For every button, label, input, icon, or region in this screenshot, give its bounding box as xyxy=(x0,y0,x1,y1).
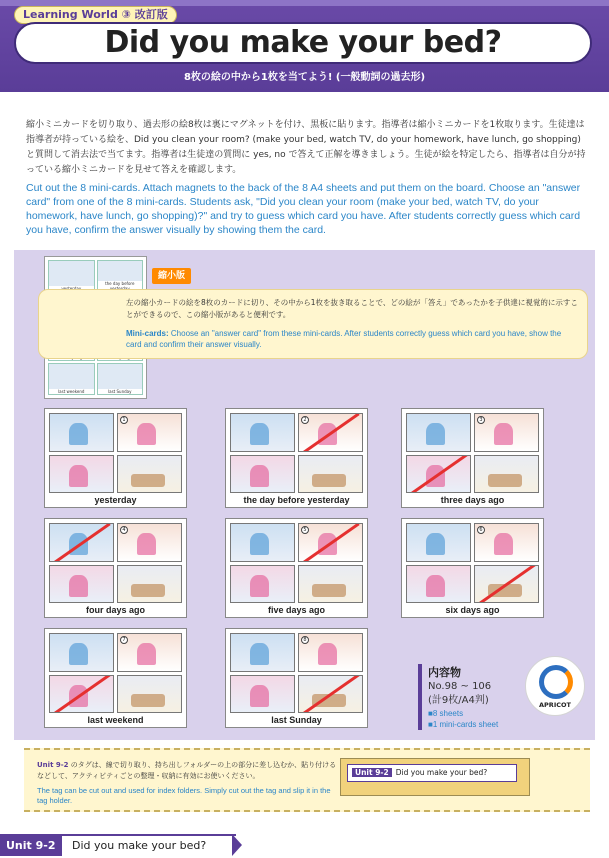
logo-text: APRICOT xyxy=(539,701,571,709)
lunch-picture xyxy=(298,565,363,604)
lunch-picture xyxy=(117,455,182,494)
cleaning-picture xyxy=(406,523,471,562)
apricot-logo xyxy=(525,656,585,716)
mini-card xyxy=(97,363,144,395)
picture-card xyxy=(44,408,187,508)
cleaning-picture xyxy=(49,633,114,672)
lunch-picture xyxy=(474,565,539,604)
cleaning-picture xyxy=(49,523,114,562)
mini-card xyxy=(48,260,95,292)
picture-card xyxy=(225,518,368,618)
index-tag-sample[interactable] xyxy=(347,764,517,782)
tv-picture xyxy=(406,455,471,494)
footer-title: Did you make your bed? xyxy=(72,839,207,852)
tag-instructions-english: The tag can be cut out and used for index folders. Simply cut out the tag and slip it in the tag holder. xyxy=(37,786,331,805)
card-label: six days ago xyxy=(445,605,500,615)
mini-card-label: the day before xyxy=(98,281,143,291)
picture-card xyxy=(225,408,368,508)
card-label: yesterday xyxy=(94,495,137,505)
lunch-picture xyxy=(298,675,363,714)
contents-number: No.98 ~ 106 xyxy=(428,681,492,692)
make-bed-picture: 2 xyxy=(298,413,363,452)
callout-english xyxy=(126,328,578,350)
callout-english-text: Choose an "answer card" from these mini-cards. After students correctly guess which card you have, show the card and confirm their answer visually. xyxy=(126,329,562,349)
callout-tag: 縮小版 xyxy=(152,268,191,284)
mini-card-label: last weekend xyxy=(49,389,94,394)
cleaning-picture xyxy=(49,413,114,452)
card-label: three days ago xyxy=(440,495,505,505)
mini-card-label: last Sunday xyxy=(98,389,143,394)
title-bar xyxy=(14,22,592,64)
make-bed-picture: 7 xyxy=(117,633,182,672)
make-bed-picture: 3 xyxy=(474,413,539,452)
card-label: the day before yesterday xyxy=(243,495,350,505)
lunch-picture xyxy=(474,455,539,494)
cleaning-picture xyxy=(230,633,295,672)
tag-instructions-japanese xyxy=(37,760,337,782)
picture-card xyxy=(44,518,187,618)
lunch-picture xyxy=(117,675,182,714)
callout-japanese: 左の縮小カードの絵を8枚のカードに切り、その中から1枚を抜き取ることで、どの絵が「答え」であったかを子供達に視覚的に示すことができるので、この縮小版があると便利です。 xyxy=(126,298,578,319)
page-subtitle: 8枚の絵の中から1枚を当てよう! (一般動詞の過去形) xyxy=(183,72,426,83)
tv-picture xyxy=(230,565,295,604)
cleaning-picture xyxy=(406,413,471,452)
make-bed-picture: 1 xyxy=(117,413,182,452)
card-label: five days ago xyxy=(267,605,326,615)
contents-item: ■1 mini-cards sheet xyxy=(428,720,499,729)
cleaning-picture xyxy=(230,413,295,452)
picture-card xyxy=(225,628,368,728)
picture-card xyxy=(401,408,544,508)
lunch-picture xyxy=(298,455,363,494)
tv-picture xyxy=(49,565,114,604)
index-tag-unit: Unit 9-2 xyxy=(352,768,392,777)
series-badge: Learning World ③ 改訂版 xyxy=(14,6,177,24)
contents-info xyxy=(418,664,538,730)
contents-title: 内容物 xyxy=(428,666,461,679)
mini-card xyxy=(97,260,144,292)
cleaning-picture xyxy=(230,523,295,562)
make-bed-picture: 6 xyxy=(474,523,539,562)
page-title: Did you make your bed? xyxy=(104,25,502,60)
logo-ring-icon xyxy=(539,665,573,699)
callout-english-label: Mini-cards: xyxy=(126,329,169,338)
footer-unit: Unit 9-2 xyxy=(0,836,62,856)
tv-picture xyxy=(406,565,471,604)
index-tag-title: Did you make your bed? xyxy=(395,768,488,777)
intro-english: Cut out the 8 mini-cards. Attach magnets to the back of the 8 A4 sheets and put them on the board. Choose an "answer card" from one of the 8 mini-cards. Students ask, "Did you clean your room (make your bed, watch TV, do your homework, have lunch, go shopping)?" and try to guess which card you have. After students correctly guess which card you have, confirm the answer visually by showing them the card. xyxy=(26,182,581,236)
tv-picture xyxy=(49,675,114,714)
picture-card xyxy=(44,628,187,728)
tv-picture xyxy=(230,675,295,714)
footer-arrow-icon xyxy=(232,834,242,856)
tv-picture xyxy=(49,455,114,494)
make-bed-picture: 5 xyxy=(298,523,363,562)
lunch-picture xyxy=(117,565,182,604)
card-label: four days ago xyxy=(85,605,145,615)
contents-item: ■8 sheets xyxy=(428,709,464,718)
intro-japanese: 縮小ミニカードを切り取り、過去形の絵8枚は裏にマグネットを付け、黒板に貼ります。指導者は縮小ミニカードを1枚取ります。生徒達は指導者が持っている絵を、Did you clean your room? (make your bed, watch TV, do your homework, have lunch, go shopping) と質問して消去法で当てます。指導者は生徒達の質問に yes, no で答えて正解を導きましょう。生徒が絵を特定したら、指導者は自分が持っている縮小ミニカードを見せて答えを確認します。 xyxy=(26,120,586,175)
card-label: last weekend xyxy=(87,715,144,725)
make-bed-picture: 4 xyxy=(117,523,182,562)
contents-count: (計9枚/A4判) xyxy=(428,695,489,706)
card-label: last Sunday xyxy=(271,715,322,725)
picture-card xyxy=(401,518,544,618)
tv-picture xyxy=(230,455,295,494)
tag-instructions-text: のタグは、線で切り取り、持ち出しフォルダーの上の部分に差し込むか、貼り付けるなどして、アクティビティごとの整理・収納に有効にお使いください。 xyxy=(37,761,337,780)
mini-card xyxy=(48,363,95,395)
tag-unit-label: Unit 9-2 xyxy=(37,761,69,769)
make-bed-picture: 8 xyxy=(298,633,363,672)
